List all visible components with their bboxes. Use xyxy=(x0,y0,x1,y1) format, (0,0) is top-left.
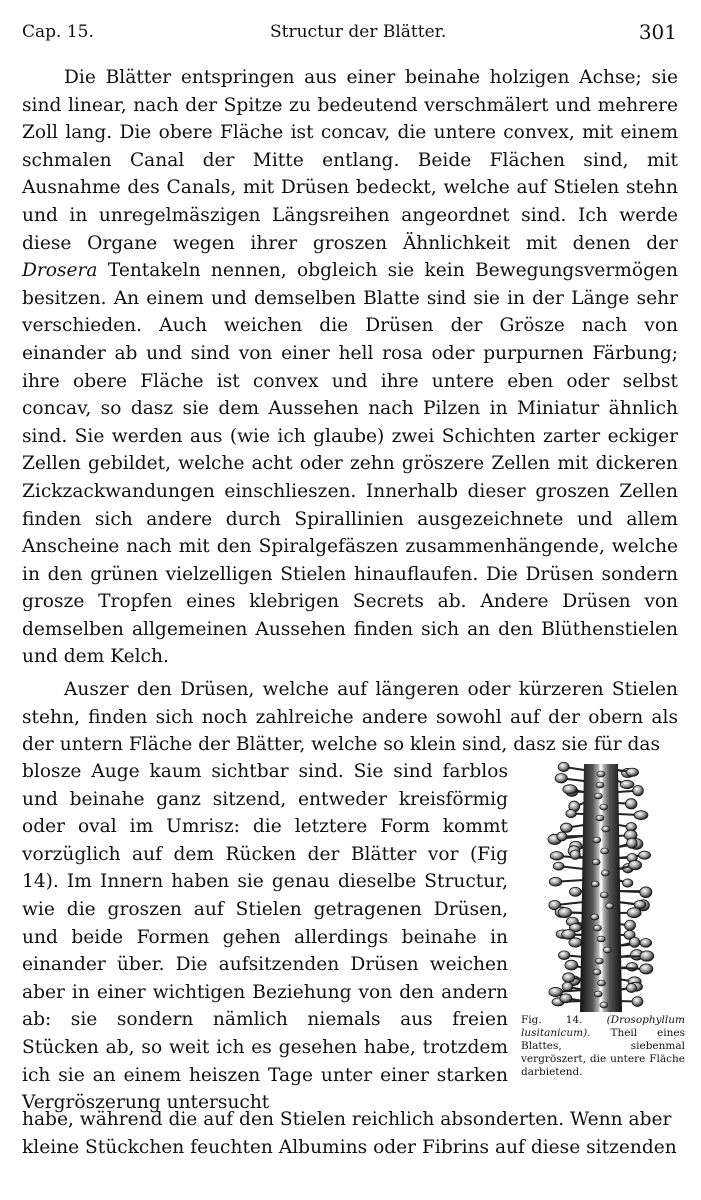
sessile-gland xyxy=(591,914,599,920)
sessile-gland xyxy=(603,947,611,953)
gland-head xyxy=(562,982,573,991)
gland-head xyxy=(640,887,652,898)
gland-head xyxy=(620,780,634,788)
gland-head xyxy=(625,799,637,809)
gland-head xyxy=(623,879,633,887)
sessile-gland xyxy=(595,958,603,964)
gland-head xyxy=(627,838,638,848)
page-number: 301 xyxy=(638,20,677,44)
figure-caption-species: (Drosophyllum lusitanicum). xyxy=(521,1014,685,1039)
gland-head xyxy=(634,811,648,820)
sessile-gland xyxy=(601,848,609,854)
gland-head xyxy=(558,762,569,771)
paragraph-2-wrapped-text: blosze Auge kaum sichtbar sind. Sie sind farblos und beinahe ganz sitzend, entweder kreisförmig oder oval im Umrisz: die letztere Form kommt vorzüglich auf dem Rücken der Blätter vor (Fig 14). Im Innern haben sie genau dieselbe Structur, wie die groszen auf Stielen getragenen Drüsen, und beide Formen gehen allerdings beinahe in einander über. Die aufsitzenden Drüsen weichen aber in einer wichtigen Beziehung von den andern ab: sie sondern nämlich niemals aus freien Stücken ab, so weit ich es gesehen habe, trotzdem ich sie an einem heiszen Tage unter einer starken Vergröszerung untersucht xyxy=(22,761,508,1114)
gland-head xyxy=(626,963,637,971)
sessile-gland xyxy=(606,903,614,909)
gland-head xyxy=(640,951,654,961)
gland-head xyxy=(639,851,651,859)
sessile-gland xyxy=(594,991,602,997)
chapter-label: Cap. 15. xyxy=(22,22,94,42)
gland-head xyxy=(640,939,652,948)
gland-head xyxy=(557,832,567,841)
leaf-figure-illustration xyxy=(526,760,676,1012)
gland-head xyxy=(566,810,576,818)
figure-caption-prefix: Fig. 14. xyxy=(521,1014,583,1026)
sessile-gland xyxy=(591,881,599,887)
gland-head xyxy=(558,951,569,960)
sessile-gland xyxy=(593,969,601,975)
gland-head xyxy=(629,937,640,947)
running-title: Structur der Blätter. xyxy=(270,22,447,42)
gland-head xyxy=(625,920,636,930)
sessile-gland xyxy=(597,980,605,986)
gland-head xyxy=(563,785,577,794)
sessile-gland xyxy=(602,826,610,832)
paragraph-1 xyxy=(22,64,678,671)
sessile-gland xyxy=(600,1002,608,1008)
sessile-gland xyxy=(594,793,602,799)
sessile-gland xyxy=(596,815,604,821)
sessile-gland xyxy=(597,771,605,777)
gland-head xyxy=(569,938,582,947)
gland-head xyxy=(553,862,564,870)
gland-head xyxy=(563,973,575,983)
sessile-gland xyxy=(593,837,601,843)
gland-head xyxy=(626,983,636,992)
gland-head xyxy=(570,850,580,860)
gland-head xyxy=(632,997,643,1007)
gland-head xyxy=(627,908,641,918)
sessile-gland xyxy=(597,936,605,942)
sessile-gland xyxy=(600,892,608,898)
gland-head xyxy=(558,907,572,917)
gland-head xyxy=(550,852,563,861)
gland-head xyxy=(549,877,562,886)
gland-head xyxy=(560,994,572,1003)
paragraph-1-text: Die Blätter entspringen aus einer beinahe holzigen Achse; sie sind linear, nach der Spitze zu bedeutend verschmälert und mehrere Zoll lang. Die obere Fläche ist concav, die untere convex, mit einem schmalen Canal der Mitte entlang. Beide Flächen sind, mit Ausnahme des Canals, mit Drüsen bedeckt, welche auf Stielen stehn und in unregelmäszigen Längsreihen angeordnet sind. Ich werde diese Organe wegen ihrer groszen Ähnlichkeit mit denen der xyxy=(22,67,678,254)
gland-head xyxy=(633,785,644,795)
sessile-gland xyxy=(592,859,600,865)
gland-head xyxy=(569,887,581,896)
paragraph-2-opening: Auszer den Drüsen, welche auf längeren oder kürzeren Stielen stehn, finden sich noch zahlreiche andere sowohl auf der obern als der untern Fläche der Blätter, welche so klein sind, dasz sie für das xyxy=(22,679,678,756)
gland-head xyxy=(640,964,653,974)
paragraph-1-continued: Tentakeln nennen, obgleich sie kein Bewegungsvermögen besitzen. An einem und demselben Blatte sind sie in der Länge sehr verschieden. Auch weichen die Drüsen der Grösze nach von einander ab und sind von einer hell rosa oder purpurnen Färbung; ihre obere Fläche ist convex und ihre untere eben oder selbst concav, so dasz sie dem Aussehen nach Pilzen in Miniatur ähnlich sind. Sie werden aus (wie ich glaube) zwei Schichten zarter eckiger Zellen gebildet, welche acht oder zehn gröszere Zellen mit dickeren Zickzackwandungen einschlieszen. Innerhalb dieser groszen Zellen finden sich andere durch Spirallinien ausgezeichnete und allem Anscheine nach mit den Spiralgefäszen zusammenhängende, welche in den grünen vielzelligen Stielen hinauflaufen. Die Drüsen sondern grosze Tropfen eines klebrigen Secrets ab. Andere Drüsen von demselben allgemeinen Aussehen finden sich an den Blüthenstielen und dem Kelch. xyxy=(22,260,678,668)
sessile-gland xyxy=(593,925,601,931)
paragraph-2-ending: habe, während die auf den Stielen reichlich absonderten. Wenn aber kleine Stückchen feuchten Albumins oder Fibrins auf diese sitzenden xyxy=(22,1109,677,1158)
gland-head xyxy=(549,987,563,996)
figure-caption-text: Theil eines Blattes, siebenmal vergröszert, die untere Fläche darbietend. xyxy=(521,1027,685,1078)
sessile-gland xyxy=(600,804,608,810)
gland-head xyxy=(629,860,642,869)
sessile-gland xyxy=(596,782,604,788)
gland-head xyxy=(560,823,572,832)
figure-caption xyxy=(521,1014,685,1079)
paragraph-1-italic: Drosera xyxy=(22,260,98,282)
sessile-gland xyxy=(601,870,609,876)
gland-head xyxy=(555,774,567,783)
gland-head xyxy=(565,960,578,970)
gland-head xyxy=(626,768,639,776)
running-header xyxy=(22,20,677,46)
